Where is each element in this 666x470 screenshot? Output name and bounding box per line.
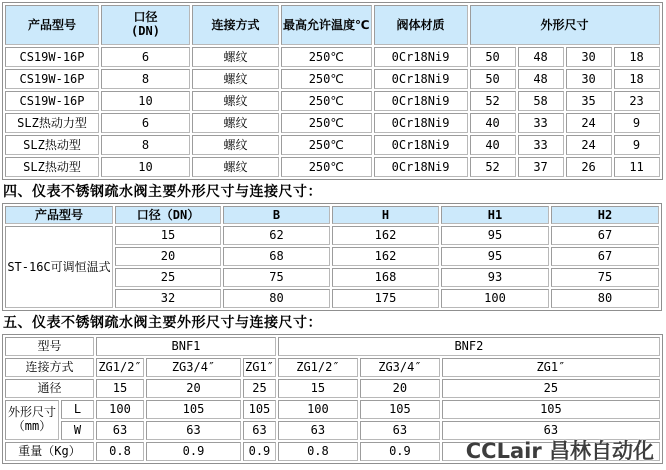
label-w: W	[61, 421, 94, 440]
cell-length: 105	[442, 400, 660, 419]
label-weight: 重量（Kg）	[5, 442, 94, 461]
cell-b: 80	[223, 289, 330, 308]
cell-dim3: 30	[566, 47, 612, 67]
cell-dim3: 24	[566, 135, 612, 155]
cclair-watermark: CCLair 昌林自动化	[465, 439, 654, 463]
cell-dn: 32	[115, 289, 221, 308]
cell-dim4: 23	[614, 91, 660, 111]
cell-dim4: 9	[614, 135, 660, 155]
cell-dim3: 30	[566, 69, 612, 89]
cell-weight: 0.8	[96, 442, 144, 461]
cell-dim1: 52	[470, 91, 516, 111]
cell-model: CS19W-16P	[5, 47, 99, 67]
cell-length: 105	[146, 400, 241, 419]
cell-temp: 250℃	[281, 157, 372, 177]
cell-weight: 0.9	[243, 442, 276, 461]
header-connection-type: 连接方式	[192, 5, 279, 45]
cell-model: SLZ热动型	[5, 135, 99, 155]
cell-temp: 250℃	[281, 91, 372, 111]
label-outline-line2: （mm）	[12, 419, 52, 433]
cell-dim1: 52	[470, 157, 516, 177]
cell-dn: 8	[101, 135, 190, 155]
cell-connection: 螺纹	[192, 135, 279, 155]
cell-bore: 20	[146, 379, 241, 398]
table-row	[5, 226, 659, 245]
cell-connection: 螺纹	[192, 113, 279, 133]
cell-dim4: 18	[614, 47, 660, 67]
cell-width: 63	[278, 421, 358, 440]
cell-dim2: 33	[518, 113, 564, 133]
cell-connection: ZG1/2″	[96, 358, 144, 377]
label-bore: 通径	[5, 379, 94, 398]
cell-width: 63	[146, 421, 241, 440]
cell-dn: 10	[101, 157, 190, 177]
cell-dn: 15	[115, 226, 221, 245]
table-row-weight	[5, 442, 660, 461]
cell-dn: 10	[101, 91, 190, 111]
cell-dim1: 50	[470, 47, 516, 67]
cell-temp: 250℃	[281, 47, 372, 67]
section-heading-4: 四、仪表不锈钢疏水阀主要外形尺寸与连接尺寸：	[3, 184, 322, 200]
cell-model: SLZ热动型	[5, 157, 99, 177]
cell-dim3: 24	[566, 113, 612, 133]
table-row-width	[5, 421, 660, 440]
cell-dim3: 35	[566, 91, 612, 111]
header-max-temp: 最高允许温度℃	[281, 5, 372, 45]
table-row-length	[5, 400, 660, 419]
header-b: B	[223, 206, 330, 224]
cell-temp: 250℃	[281, 135, 372, 155]
cell-connection: ZG3/4″	[146, 358, 241, 377]
cell-material: 0Cr18Ni9	[374, 113, 468, 133]
cell-bore: 25	[442, 379, 660, 398]
label-model: 型号	[5, 337, 94, 356]
cell-connection: ZG1″	[442, 358, 660, 377]
cell-length: 100	[278, 400, 358, 419]
bnf-dimension-table	[2, 334, 663, 464]
cell-weight: 0.8	[278, 442, 358, 461]
cell-model-bnf2: BNF2	[278, 337, 660, 356]
cell-dn: 25	[115, 268, 221, 287]
cell-product-model: ST-16C可调恒温式	[5, 226, 113, 308]
st16c-dimension-table	[2, 203, 662, 311]
cell-dim4: 11	[614, 157, 660, 177]
section-heading-5: 五、仪表不锈钢疏水阀主要外形尺寸与连接尺寸：	[3, 315, 322, 331]
cell-connection: ZG3/4″	[360, 358, 440, 377]
cell-h1: 95	[441, 247, 549, 266]
cell-dim2: 58	[518, 91, 564, 111]
label-outline-line1: 外形尺寸	[7, 405, 56, 420]
cell-h1: 95	[441, 226, 549, 245]
cell-weight	[442, 442, 660, 461]
table-row	[5, 157, 660, 177]
cell-width: 63	[442, 421, 660, 440]
cell-material: 0Cr18Ni9	[374, 135, 468, 155]
header-product-model: 产品型号	[5, 206, 113, 224]
label-connection: 连接方式	[5, 358, 94, 377]
cell-weight: 0.9	[360, 442, 440, 461]
table-row-connection	[5, 358, 660, 377]
cell-weight: 0.9	[146, 442, 241, 461]
cell-connection: 螺纹	[192, 91, 279, 111]
cell-dim1: 40	[470, 135, 516, 155]
cell-b: 75	[223, 268, 330, 287]
cell-model-bnf1: BNF1	[96, 337, 276, 356]
cell-connection: 螺纹	[192, 69, 279, 89]
cell-dim2: 37	[518, 157, 564, 177]
cell-h2: 67	[551, 247, 659, 266]
header-diameter-dn	[101, 5, 190, 45]
cell-dim4: 9	[614, 113, 660, 133]
cell-connection: 螺纹	[192, 157, 279, 177]
cell-dim1: 40	[470, 113, 516, 133]
header-body-material: 阀体材质	[374, 5, 468, 45]
table-row	[5, 91, 660, 111]
cell-connection: ZG1/2″	[278, 358, 358, 377]
header-diameter-dn: 口径（DN）	[115, 206, 221, 224]
cell-length: 100	[96, 400, 144, 419]
cell-h: 162	[332, 226, 439, 245]
table-row-bore	[5, 379, 660, 398]
cell-dim2: 48	[518, 47, 564, 67]
cell-connection: ZG1″	[243, 358, 276, 377]
cell-h2: 75	[551, 268, 659, 287]
header-diameter-line2: (DN)	[131, 24, 160, 38]
table-row	[5, 113, 660, 133]
cell-dim2: 33	[518, 135, 564, 155]
cell-h1: 93	[441, 268, 549, 287]
header-product-model: 产品型号	[5, 5, 99, 45]
table-row-model	[5, 337, 660, 356]
cell-bore: 15	[96, 379, 144, 398]
table-row	[5, 135, 660, 155]
cell-bore: 25	[243, 379, 276, 398]
cell-dn: 20	[115, 247, 221, 266]
cell-dim1: 50	[470, 69, 516, 89]
header-outline-dimensions: 外形尺寸	[470, 5, 660, 45]
cell-model: SLZ热动力型	[5, 113, 99, 133]
cell-material: 0Cr18Ni9	[374, 157, 468, 177]
cell-h: 168	[332, 268, 439, 287]
cell-length: 105	[243, 400, 276, 419]
cell-material: 0Cr18Ni9	[374, 47, 468, 67]
cell-length: 105	[360, 400, 440, 419]
table-header-row	[5, 5, 660, 45]
cell-h: 162	[332, 247, 439, 266]
label-l: L	[61, 400, 94, 419]
table-header-row	[5, 206, 659, 224]
cell-dn: 6	[101, 113, 190, 133]
cell-h1: 100	[441, 289, 549, 308]
cell-dim4: 18	[614, 69, 660, 89]
cell-width: 63	[96, 421, 144, 440]
cell-connection: 螺纹	[192, 47, 279, 67]
header-h: H	[332, 206, 439, 224]
cell-dim2: 48	[518, 69, 564, 89]
cell-dim3: 26	[566, 157, 612, 177]
cell-b: 68	[223, 247, 330, 266]
cell-b: 62	[223, 226, 330, 245]
header-h1: H1	[441, 206, 549, 224]
valve-spec-table	[2, 2, 663, 180]
header-diameter-line1: 口径	[133, 10, 158, 25]
cell-material: 0Cr18Ni9	[374, 69, 468, 89]
cell-model: CS19W-16P	[5, 69, 99, 89]
cell-temp: 250℃	[281, 69, 372, 89]
cell-dn: 6	[101, 47, 190, 67]
cell-h: 175	[332, 289, 439, 308]
cell-h2: 67	[551, 226, 659, 245]
cell-material: 0Cr18Ni9	[374, 91, 468, 111]
cell-temp: 250℃	[281, 113, 372, 133]
cell-bore: 20	[360, 379, 440, 398]
cell-dn: 8	[101, 69, 190, 89]
table-row	[5, 47, 660, 67]
cell-h2: 80	[551, 289, 659, 308]
table-row	[5, 69, 660, 89]
cell-model: CS19W-16P	[5, 91, 99, 111]
cell-bore: 15	[278, 379, 358, 398]
label-outline-dimensions	[5, 400, 59, 440]
cell-width: 63	[360, 421, 440, 440]
header-h2: H2	[551, 206, 659, 224]
cell-width: 63	[243, 421, 276, 440]
